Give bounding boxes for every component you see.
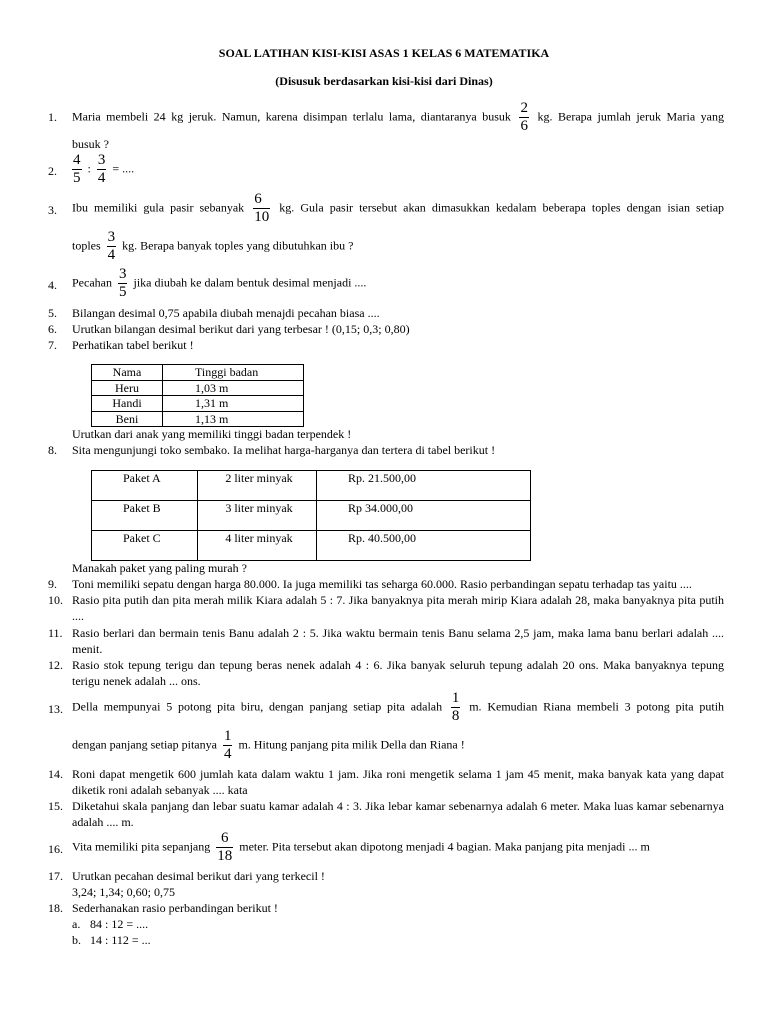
question-text: meter. Pita tersebut akan dipotong menjadi 4 bagian. Maka panjang pita menjadi ... m <box>239 839 650 854</box>
fraction: $\frac{3}{4}$ <box>107 229 116 263</box>
document-subtitle: (Disusuk berdasarkan kisi-kisi dari Dinas) <box>275 74 493 88</box>
sub-item-a <box>72 917 149 933</box>
table-row: Paket B 3 liter minyak Rp 34.000,00 <box>92 501 531 531</box>
sub-item-label: a. <box>72 917 81 931</box>
sub-item-text: 84 : 12 = .... <box>90 917 149 931</box>
question-text: Roni dapat mengetik 600 jumlah kata dalam waktu 1 jam. Jika roni mengetik selama 1 jam 45 menit, maka banyak kata yang dapat diketik roni adalah sebanyak .... kata <box>72 767 724 797</box>
sub-item-label: b. <box>72 933 81 947</box>
fraction: $\frac{2}{6}$ <box>520 100 528 134</box>
question-12 <box>48 658 724 690</box>
question-number: 11. <box>48 626 63 640</box>
height-table <box>91 364 304 427</box>
question-text: kg. Berapa jumlah jeruk Maria yang <box>537 109 725 124</box>
question-text: m. Kemudian Riana membeli 3 potong pita putih <box>469 699 725 714</box>
question-2 <box>48 152 724 190</box>
question-5 <box>48 306 724 322</box>
question-number: 14. <box>48 767 63 781</box>
question-1 <box>48 100 724 152</box>
question-8 <box>48 443 724 576</box>
question-13 <box>48 690 724 766</box>
question-text: Rasio pita putih dan pita merah milik Kiara adalah 5 : 7. Jika banyaknya pita merah mirip Kiara adalah 28, maka banyaknya pita putih .... <box>72 593 724 623</box>
question-7 <box>48 338 724 442</box>
question-text: Sita mengunjungi toko sembako. Ia melihat harga-harganya dan tertera di tabel berikut ! <box>72 443 496 457</box>
question-text: kg. Gula pasir tersebut akan dimasukkan kedalam beberapa toples dengan isian setiap <box>279 200 725 215</box>
question-number: 16. <box>48 842 63 856</box>
operator: : <box>87 161 91 176</box>
question-text: = .... <box>112 161 135 176</box>
question-text: toples <box>72 238 101 253</box>
question-number: 10. <box>48 593 63 607</box>
table-row: Paket C 4 liter minyak Rp. 40.500,00 <box>92 531 531 561</box>
question-text: m. Hitung panjang pita milik Della dan Riana ! <box>238 737 465 752</box>
question-18 <box>48 901 724 949</box>
fraction: $\frac{6}{18}$ <box>217 830 233 864</box>
table-row: Handi 1,31 m <box>92 396 304 412</box>
question-text: Pecahan <box>72 275 112 290</box>
question-text: busuk ? <box>72 137 109 151</box>
table-row: Beni 1,13 m <box>92 411 304 427</box>
question-6 <box>48 322 724 338</box>
question-text: Urutkan dari anak yang memiliki tinggi badan terpendek ! <box>72 427 352 441</box>
question-10 <box>48 593 724 625</box>
question-number: 8. <box>48 443 57 457</box>
question-text: Rasio stok tepung terigu dan tepung beras nenek adalah 4 : 6. Jika banyak seluruh tepung adalah 20 ons. Maka banyaknya tepung terigu nenek adalah ... ons. <box>72 658 724 688</box>
table-row: Nama Tinggi badan <box>92 365 304 381</box>
question-text: Diketahui skala panjang dan lebar suatu kamar adalah 4 : 3. Jika lebar kamar sebenarnya adalah 6 meter. Maka luas kamar sebenarnya adalah .... m. <box>72 799 724 829</box>
fraction: $\frac{1}{8}$ <box>451 690 460 724</box>
question-number: 7. <box>48 338 57 352</box>
question-14 <box>48 767 724 799</box>
question-text: Rasio berlari dan bermain tenis Banu adalah 2 : 5. Jika waktu bermain tenis Banu selama 2,5 jam, maka lama banu berlari adalah .... menit. <box>72 626 724 656</box>
question-11 <box>48 626 724 658</box>
question-text: Manakah paket yang paling murah ? <box>72 561 247 575</box>
question-number: 6. <box>48 322 57 336</box>
question-text: Sederhanakan rasio perbandingan berikut ! <box>72 901 278 915</box>
decimal-values: 3,24; 1,34; 0,60; 0,75 <box>72 885 176 899</box>
fraction: $\frac{3}{4}$ <box>97 152 106 186</box>
question-text: dengan panjang setiap pitanya <box>72 737 217 752</box>
question-text: Della mempunyai 5 potong pita biru, dengan panjang setiap pita adalah <box>72 699 443 714</box>
question-number: 5. <box>48 306 57 320</box>
document-title: SOAL LATIHAN KISI-KISI ASAS 1 KELAS 6 MATEMATIKA <box>218 46 550 60</box>
question-number: 3. <box>48 203 57 217</box>
question-17 <box>48 869 724 901</box>
question-number: 15. <box>48 799 63 813</box>
question-9 <box>48 577 724 593</box>
fraction: $\frac{4}{5}$ <box>73 152 81 186</box>
question-text: Perhatikan tabel berikut ! <box>72 338 194 352</box>
question-text: Toni memiliki sepatu dengan harga 80.000. Ia juga memiliki tas seharga 60.000. Rasio perbandingan sepatu terhadap tas yaitu .... <box>72 577 692 591</box>
question-3 <box>48 191 724 267</box>
question-number: 2. <box>48 164 57 178</box>
table-row: Paket A 2 liter minyak Rp. 21.500,00 <box>92 471 531 501</box>
question-number: 13. <box>48 702 63 716</box>
fraction: $\frac{1}{4}$ <box>223 728 232 762</box>
question-text: Maria membeli 24 kg jeruk. Namun, karena disimpan terlalu lama, diantaranya busuk <box>72 109 511 124</box>
question-text: kg. Berapa banyak toples yang dibutuhkan ibu ? <box>122 238 354 253</box>
question-15 <box>48 799 724 831</box>
table-row: Heru 1,03 m <box>92 380 304 396</box>
question-text: Bilangan desimal 0,75 apabila diubah menajdi pecahan biasa .... <box>72 306 380 320</box>
question-text: Ibu memiliki gula pasir sebanyak <box>72 200 245 215</box>
question-text: Vita memiliki pita sepanjang <box>72 839 211 854</box>
question-number: 1. <box>48 110 57 124</box>
question-text: Urutkan pecahan desimal berikut dari yang terkecil ! <box>72 869 325 883</box>
question-text: Urutkan bilangan desimal berikut dari yang terbesar ! (0,15; 0,3; 0,80) <box>72 322 410 336</box>
question-number: 4. <box>48 278 57 292</box>
question-number: 18. <box>48 901 63 915</box>
fraction: $\frac{3}{5}$ <box>118 266 127 300</box>
fraction: $\frac{6}{10}$ <box>254 191 270 225</box>
price-table <box>91 470 531 561</box>
question-number: 17. <box>48 869 63 883</box>
sub-item-b <box>72 933 151 949</box>
question-4 <box>48 266 724 304</box>
question-16 <box>48 830 724 868</box>
question-number: 12. <box>48 658 63 672</box>
question-text: jika diubah ke dalam bentuk desimal menjadi .... <box>133 275 367 290</box>
question-number: 9. <box>48 577 57 591</box>
sub-item-text: 14 : 112 = ... <box>90 933 151 947</box>
